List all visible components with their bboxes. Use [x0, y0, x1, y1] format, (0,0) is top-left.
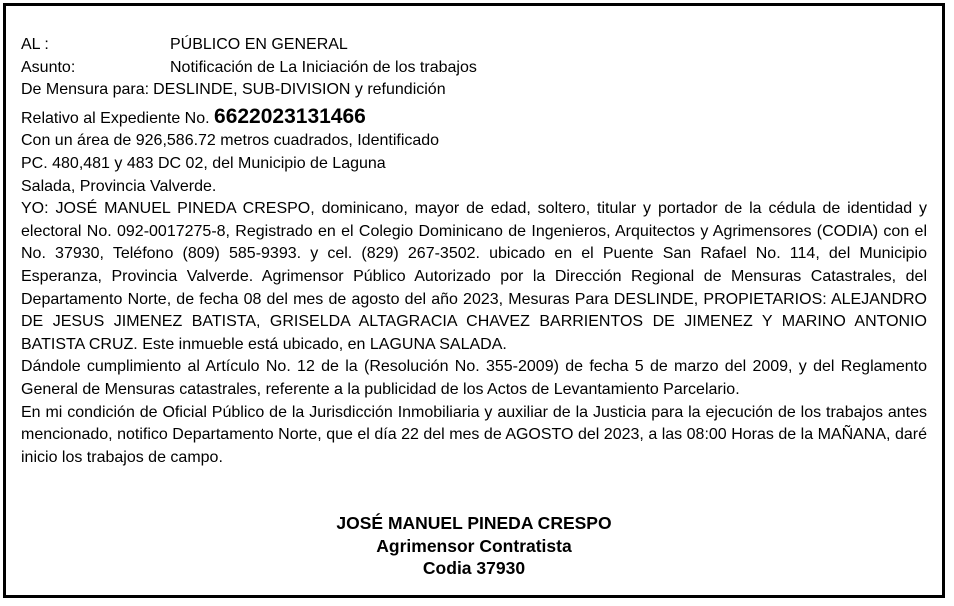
expediente-prefix: Relativo al Expediente No. — [21, 109, 210, 127]
expediente-line — [21, 106, 927, 131]
property-area-line: Con un área de 926,586.72 metros cuadrados, Identificado — [21, 132, 440, 150]
signature-name: JOSÉ MANUEL PINEDA CRESPO — [336, 513, 612, 533]
signature-title: Agrimensor Contratista — [376, 535, 572, 556]
subject-row — [21, 57, 927, 80]
legal-basis-paragraph: Dándole cumplimiento al Artículo No. 12 de la (Resolución No. 355-2009) de fecha 5 de marzo del 2009, y del Reglamento General de Mensuras catastrales, referente a la publicidad de los Actos de Levantamiento Parcelario. — [21, 358, 927, 398]
expediente-number: 6622023131466 — [214, 104, 366, 128]
surveyor-declaration-paragraph: YO: JOSÉ MANUEL PINEDA CRESPO, dominicano, mayor de edad, soltero, titular y portador de la cédula de identidad y electoral No. 092-0017275-8, Registrado en el Colegio Dominicano de Ingenieros, Arquitectos y Agrimensores (CODIA) con el No. 37930, Teléfono (809) 585-9393. y cel. (829) 267-3502. ubicado en el Puente San Rafael No. 114, del Municipio Esperanza, Provincia Valverde. Agrimensor Público Autorizado por la Dirección Regional de Mensuras Catastrales, del Departamento Norte, de fecha 08 del mes de agosto del año 2023, Mesuras Para DESLINDE, PROPIETARIOS: ALEJANDRO DE JESUS JIMENEZ BATISTA, GRISELDA ALTAGRACIA CHAVEZ BARRIENTOS DE JIMENEZ Y MARINO ANTONIO BATISTA CRUZ. Este inmueble está ubicado, en LAGUNA SALADA. — [21, 200, 927, 353]
recipient-row — [21, 34, 927, 57]
subject-value: Notificación de La Iniciación de los trabajos — [170, 58, 477, 76]
signature-block — [21, 512, 927, 580]
signature-code: Codia 37930 — [422, 558, 526, 579]
subject-label: Asunto: — [21, 58, 76, 76]
notification-paragraph: En mi condición de Oficial Público de la Jurisdicción Inmobiliaria y auxiliar de la Justicia para la ejecución de los trabajos antes mencionado, notifico Departamento Norte, que el día 22 del mes de AGOSTO del 2023, a las 08:00 Horas de la MAÑANA, daré inicio los trabajos de campo. — [21, 403, 927, 466]
survey-type-value: DESLINDE, SUB-DIVISION y refundición — [153, 81, 446, 99]
notice-body — [21, 34, 927, 469]
property-parcel-line: PC. 480,481 y 483 DC 02, del Municipio de Laguna — [21, 154, 386, 172]
recipient-value: PÚBLICO EN GENERAL — [170, 36, 348, 53]
property-location-line: Salada, Provincia Valverde. — [21, 177, 217, 195]
survey-type-row — [21, 79, 927, 102]
recipient-label: AL : — [21, 36, 49, 53]
survey-type-label: De Mensura para: — [21, 81, 150, 99]
